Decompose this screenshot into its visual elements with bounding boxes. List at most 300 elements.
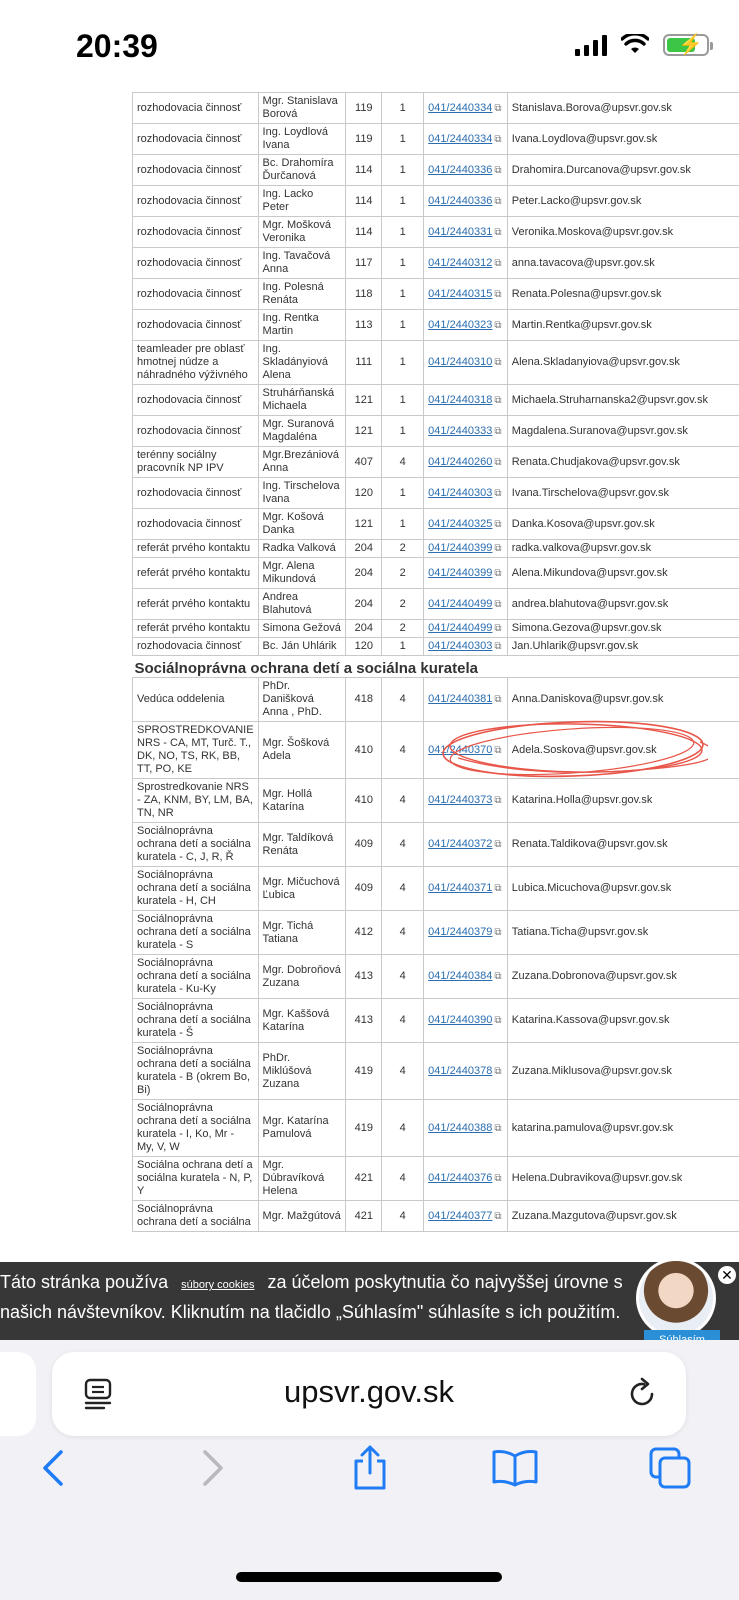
cell-role: referát prvého kontaktu [133,589,259,620]
cell-floor: 1 [382,186,424,217]
phone-link[interactable]: 041/2440312 [428,256,493,269]
table-row [133,509,739,540]
support-agent-avatar[interactable] [636,1258,716,1338]
phone-link[interactable]: 041/2440376 [428,1172,493,1184]
cell-floor: 1 [382,385,424,416]
cell-room: 409 [346,823,382,867]
cell-floor: 4 [382,867,424,911]
table-row [133,678,739,722]
cell-room: 119 [346,124,382,155]
cell-name: PhDr. Miklúšová Zuzana [258,1043,346,1100]
table-row [133,279,739,310]
cell-role: rozhodovacia činnosť [133,124,259,155]
cell-role: rozhodovacia činnosť [133,416,259,447]
close-icon[interactable]: ✕ [718,1266,736,1284]
external-link-icon: ⧉ [494,195,502,207]
cell-floor: 4 [382,722,424,779]
cell-phone[interactable] [424,478,508,509]
cell-phone[interactable] [424,447,508,478]
cell-phone[interactable] [424,310,508,341]
browser-toolbar [0,1438,739,1514]
cell-role: Sociálnoprávna ochrana detí a sociálna kuratela - B (okrem Bo, Bi) [133,1043,259,1100]
cell-room: 119 [346,93,382,124]
table-row [133,1043,739,1100]
external-link-icon: ⧉ [494,694,502,705]
cell-email: Lubica.Micuchova@upsvr.gov.sk [507,867,739,911]
cell-email: Anna.Daniskova@upsvr.gov.sk [507,678,739,722]
cell-phone[interactable] [424,722,508,779]
cell-room: 421 [346,1201,382,1232]
external-link-icon: ⧉ [494,1173,502,1184]
cell-role: terénny sociálny pracovník NP IPV [133,447,259,478]
phone-link[interactable]: 041/2440399 [428,566,493,579]
cell-name: Mgr. Suranová Magdaléna [258,416,346,447]
external-link-icon: ⧉ [494,133,502,145]
table-row [133,447,739,478]
phone-link[interactable]: 041/2440336 [428,194,493,207]
staff-table-body-section [133,678,739,1232]
cell-email: Zuzana.Dobronova@upsvr.gov.sk [507,955,739,999]
cell-floor: 2 [382,620,424,638]
cell-email: Martin.Rentka@upsvr.gov.sk [507,310,739,341]
tabs-icon [648,1446,692,1490]
cell-email: Alena.Skladanyiova@upsvr.gov.sk [507,341,739,385]
external-link-icon: ⧉ [494,567,502,579]
status-time: 20:39 [76,28,158,64]
cell-phone[interactable] [424,93,508,124]
cell-phone[interactable] [424,186,508,217]
cell-name: Mgr. Katarína Pamulová [258,1100,346,1157]
phone-link[interactable]: 041/2440325 [428,517,493,530]
external-link-icon: ⧉ [494,425,502,437]
share-icon [350,1445,390,1491]
cell-room: 111 [346,341,382,385]
share-button[interactable] [340,1438,400,1498]
cell-room: 121 [346,416,382,447]
cell-floor: 4 [382,823,424,867]
cell-room: 114 [346,217,382,248]
cell-room: 204 [346,589,382,620]
cell-floor: 1 [382,279,424,310]
table-row [133,638,739,656]
back-button[interactable] [24,1438,84,1498]
staff-table-body-top [133,93,739,656]
cell-email: anna.tavacova@upsvr.gov.sk [507,248,739,279]
cell-email: Drahomira.Durcanova@upsvr.gov.sk [507,155,739,186]
external-link-icon: ⧉ [494,319,502,331]
cell-phone[interactable] [424,509,508,540]
external-link-icon: ⧉ [494,164,502,176]
cell-room: 410 [346,779,382,823]
cell-floor: 1 [382,478,424,509]
cell-phone[interactable] [424,999,508,1043]
cookie-text-line1 [0,1272,708,1293]
external-link-icon: ⧉ [494,394,502,406]
bookmarks-icon [491,1448,539,1488]
cell-name: Mgr. Mošková Veronika [258,217,346,248]
cell-name: Ing. Tirschelova Ivana [258,478,346,509]
cell-email: Magdalena.Suranova@upsvr.gov.sk [507,416,739,447]
table-row [133,823,739,867]
table-row [133,186,739,217]
external-link-icon: ⧉ [494,1065,502,1077]
cell-floor: 1 [382,310,424,341]
cell-role: rozhodovacia činnosť [133,186,259,217]
phone-link[interactable]: 041/2440371 [428,882,493,894]
table-row [133,620,739,638]
cell-role: rozhodovacia činnosť [133,385,259,416]
cell-room: 114 [346,186,382,217]
cell-name: Mgr. Košová Danka [258,509,346,540]
cookie-banner [0,1262,739,1348]
cell-name: Mgr. Dobroňová Zuzana [258,955,346,999]
phone-link[interactable]: 041/2440318 [428,393,493,406]
cell-role: rozhodovacia činnosť [133,248,259,279]
external-link-icon: ⧉ [494,226,502,238]
cell-role: Sociálnoprávna ochrana detí a sociálna [133,1201,259,1232]
cell-email: katarina.pamulova@upsvr.gov.sk [507,1100,739,1157]
phone-link[interactable]: 041/2440303 [428,640,493,652]
cell-role: rozhodovacia činnosť [133,155,259,186]
phone-link[interactable]: 041/2440370 [428,743,493,756]
cell-name: Mgr. Hollá Katarína [258,779,346,823]
cell-phone[interactable] [424,1157,508,1201]
cell-name: Simona Gežová [258,620,346,638]
cell-role: Sociálnoprávna ochrana detí a sociálna kuratela - Ku-Ky [133,955,259,999]
cell-role: rozhodovacia činnosť [133,638,259,656]
phone-link[interactable]: 041/2440323 [428,318,493,331]
cell-email: Alena.Mikundova@upsvr.gov.sk [507,558,739,589]
phone-link[interactable]: 041/2440384 [428,970,493,982]
cell-email: andrea.blahutova@upsvr.gov.sk [507,589,739,620]
phone-link[interactable]: 041/2440499 [428,622,493,634]
cell-phone[interactable] [424,155,508,186]
previous-tab-card[interactable] [0,1352,36,1436]
cell-role: Sociálnoprávna ochrana detí a sociálna kuratela - S [133,911,259,955]
cell-phone[interactable] [424,638,508,656]
cell-floor: 4 [382,779,424,823]
cell-phone[interactable] [424,341,508,385]
cookies-link[interactable]: súbory cookies [181,1279,255,1291]
cell-floor: 4 [382,1100,424,1157]
cell-email: Renata.Chudjakova@upsvr.gov.sk [507,447,739,478]
cell-phone[interactable] [424,823,508,867]
cell-email: radka.valkova@upsvr.gov.sk [507,540,739,558]
cell-phone[interactable] [424,385,508,416]
external-link-icon: ⧉ [494,598,502,610]
cookie-text: Táto stránka používa [0,1272,169,1292]
external-link-icon: ⧉ [494,357,502,368]
phone-link[interactable]: 041/2440334 [428,101,493,114]
cell-floor: 1 [382,638,424,656]
cell-room: 204 [346,558,382,589]
phone-link[interactable]: 041/2440378 [428,1064,493,1077]
cell-name: Mgr. Šošková Adela [258,722,346,779]
table-row [133,911,739,955]
cell-phone[interactable] [424,589,508,620]
cell-room: 120 [346,638,382,656]
cell-role: Sociálna ochrana detí a sociálna kuratela - N, P, Y [133,1157,259,1201]
external-link-icon: ⧉ [494,1015,502,1026]
cell-phone[interactable] [424,558,508,589]
cell-floor: 2 [382,540,424,558]
external-link-icon: ⧉ [494,102,502,114]
cell-role: Sociálnoprávna ochrana detí a sociálna kuratela - H, CH [133,867,259,911]
cell-name: Bc. Ján Uhlárik [258,638,346,656]
table-row [133,1100,739,1157]
section-title: Sociálnoprávna ochrana detí a sociálna kuratela [134,660,478,677]
cell-floor: 1 [382,416,424,447]
cell-name: Ing. Lacko Peter [258,186,346,217]
cell-room: 118 [346,279,382,310]
cell-floor: 4 [382,911,424,955]
cell-floor: 1 [382,248,424,279]
cell-phone[interactable] [424,620,508,638]
cell-phone[interactable] [424,124,508,155]
cell-phone[interactable] [424,416,508,447]
table-row [133,558,739,589]
forward-icon [197,1448,227,1488]
phone-link[interactable]: 041/2440373 [428,794,493,806]
phone-link[interactable]: 041/2440399 [428,542,493,554]
cell-floor: 2 [382,558,424,589]
cell-role: rozhodovacia činnosť [133,478,259,509]
url-text[interactable]: upsvr.gov.sk [283,1374,454,1409]
cell-name: Mgr.Brezániová Anna [258,447,346,478]
cell-room: 113 [346,310,382,341]
cell-room: 204 [346,540,382,558]
cell-email: Ivana.Loydlova@upsvr.gov.sk [507,124,739,155]
cell-floor: 4 [382,447,424,478]
cell-floor: 4 [382,1157,424,1201]
cookie-text-cont: za účelom poskytnutia čo najvyššej úrovne s [267,1272,623,1292]
phone-link[interactable]: 041/2440260 [428,455,493,468]
external-link-icon: ⧉ [494,927,502,938]
table-row [133,779,739,823]
cell-email: Simona.Gezova@upsvr.gov.sk [507,620,739,638]
cell-role: referát prvého kontaktu [133,620,259,638]
cell-room: 418 [346,678,382,722]
status-bar [0,0,739,92]
forward-button[interactable] [182,1438,242,1498]
external-link-icon: ⧉ [494,518,502,530]
cell-name: Mgr. Mažgútová [258,1201,346,1232]
cell-role: teamleader pre oblasť hmotnej núdze a náhradného výživného [133,341,259,385]
cell-email: Helena.Dubravikova@upsvr.gov.sk [507,1157,739,1201]
cell-name: Ing. Rentka Martin [258,310,346,341]
cell-floor: 4 [382,1043,424,1100]
phone-link[interactable]: 041/2440310 [428,356,493,368]
cell-floor: 1 [382,93,424,124]
cell-phone[interactable] [424,678,508,722]
external-link-icon: ⧉ [494,288,502,300]
cell-room: 204 [346,620,382,638]
cell-role: rozhodovacia činnosť [133,217,259,248]
battery-icon: ⚡ [663,34,709,56]
cell-email: Danka.Kosova@upsvr.gov.sk [507,509,739,540]
cell-phone[interactable] [424,1201,508,1232]
cell-email: Ivana.Tirschelova@upsvr.gov.sk [507,478,739,509]
table-row [133,955,739,999]
cell-floor: 4 [382,678,424,722]
address-bar[interactable] [52,1352,686,1436]
phone-link[interactable]: 041/2440388 [428,1121,493,1134]
bookmarks-button[interactable] [485,1438,545,1498]
reload-icon[interactable] [624,1376,660,1412]
cell-phone[interactable] [424,1100,508,1157]
cell-room: 120 [346,478,382,509]
external-link-icon: ⧉ [494,883,502,894]
table-row [133,478,739,509]
phone-link[interactable]: 041/2440499 [428,597,493,610]
table-row [133,540,739,558]
cell-role: rozhodovacia činnosť [133,93,259,124]
cookie-text-line2: našich návštevníkov. Kliknutím na tlačidlo „Súhlasím" súhlasíte s ich použitím. [0,1302,621,1322]
phone-link[interactable]: 041/2440333 [428,424,493,437]
external-link-icon: ⧉ [494,1210,502,1222]
cell-name: Ing. Polesná Renáta [258,279,346,310]
browser-bottom-chrome [0,1340,739,1600]
cell-name: Mgr. Alena Mikundová [258,558,346,589]
cell-phone[interactable] [424,911,508,955]
phone-link[interactable]: 041/2440377 [428,1209,493,1222]
external-link-icon: ⧉ [494,795,502,806]
cell-role: Sociálnoprávna ochrana detí a sociálna kuratela - I, Ko, Mr - My, V, W [133,1100,259,1157]
cell-email: Jan.Uhlarik@upsvr.gov.sk [507,638,739,656]
cellular-signal-icon [575,34,607,56]
cell-email: Peter.Lacko@upsvr.gov.sk [507,186,739,217]
cell-phone[interactable] [424,867,508,911]
cell-name: Ing. Skladányiová Alena [258,341,346,385]
phone-link[interactable]: 041/2440334 [428,132,493,145]
cell-name: Mgr. Mičuchová Ľubica [258,867,346,911]
cell-room: 410 [346,722,382,779]
table-row [133,416,739,447]
cell-phone[interactable] [424,1043,508,1100]
external-link-icon: ⧉ [494,487,502,499]
cell-email: Renata.Taldikova@upsvr.gov.sk [507,823,739,867]
cell-role: referát prvého kontaktu [133,540,259,558]
external-link-icon: ⧉ [494,641,502,652]
cell-email: Katarina.Kassova@upsvr.gov.sk [507,999,739,1043]
cell-room: 117 [346,248,382,279]
home-indicator [236,1572,502,1582]
table-row [133,248,739,279]
external-link-icon: ⧉ [494,744,502,756]
cell-role: rozhodovacia činnosť [133,509,259,540]
cell-name: Mgr. Dúbravíková Helena [258,1157,346,1201]
cell-role: Sociálnoprávna ochrana detí a sociálna kuratela - Š [133,999,259,1043]
cell-phone[interactable] [424,217,508,248]
table-row [133,589,739,620]
cell-name: Andrea Blahutová [258,589,346,620]
cell-email: Tatiana.Ticha@upsvr.gov.sk [507,911,739,955]
table-row [133,1201,739,1232]
table-row [133,93,739,124]
table-row [133,155,739,186]
cell-email: Zuzana.Miklusova@upsvr.gov.sk [507,1043,739,1100]
cell-room: 419 [346,1100,382,1157]
cell-phone[interactable] [424,540,508,558]
staff-contact-table [132,92,739,1232]
cell-name: Mgr. Stanislava Borová [258,93,346,124]
phone-link[interactable]: 041/2440381 [428,693,493,705]
cell-email: Veronika.Moskova@upsvr.gov.sk [507,217,739,248]
cell-floor: 1 [382,509,424,540]
table-row [133,867,739,911]
web-page-content [0,92,739,1288]
cell-email: Stanislava.Borova@upsvr.gov.sk [507,93,739,124]
cell-room: 114 [346,155,382,186]
cell-room: 421 [346,1157,382,1201]
cell-phone[interactable] [424,779,508,823]
cell-room: 409 [346,867,382,911]
external-link-icon: ⧉ [494,623,502,634]
cell-floor: 2 [382,589,424,620]
cell-role: Vedúca oddelenia [133,678,259,722]
external-link-icon: ⧉ [494,543,502,554]
cell-role: Sprostredkovanie NRS - ZA, KNM, BY, LM, BA, TN, NR [133,779,259,823]
cell-name: Mgr. Taldíková Renáta [258,823,346,867]
cell-phone[interactable] [424,955,508,999]
phone-link[interactable]: 041/2440390 [428,1014,493,1026]
cell-phone[interactable] [424,248,508,279]
table-row [133,1157,739,1201]
cell-name: Radka Valková [258,540,346,558]
external-link-icon: ⧉ [494,257,502,269]
cell-name: Struhárňanská Michaela [258,385,346,416]
external-link-icon: ⧉ [494,971,502,982]
cell-room: 413 [346,999,382,1043]
external-link-icon: ⧉ [494,456,502,468]
phone-link[interactable]: 041/2440379 [428,926,493,938]
cell-role: referát prvého kontaktu [133,558,259,589]
status-icons [575,34,709,56]
table-row [133,385,739,416]
cell-floor: 4 [382,999,424,1043]
tabs-button[interactable] [640,1438,700,1498]
cell-floor: 4 [382,955,424,999]
cell-room: 412 [346,911,382,955]
external-link-icon: ⧉ [494,839,502,850]
section-header-row [133,656,739,678]
cell-room: 121 [346,385,382,416]
phone-link[interactable]: 041/2440315 [428,287,493,300]
cell-email: Renata.Polesna@upsvr.gov.sk [507,279,739,310]
cell-room: 413 [346,955,382,999]
external-link-icon: ⧉ [494,1122,502,1134]
phone-link[interactable]: 041/2440331 [428,225,493,238]
cell-role: Sociálnoprávna ochrana detí a sociálna kuratela - C, J, R, Ř [133,823,259,867]
phone-link[interactable]: 041/2440303 [428,486,493,499]
cell-room: 419 [346,1043,382,1100]
table-row [133,310,739,341]
cell-room: 121 [346,509,382,540]
table-row [133,124,739,155]
table-row [133,217,739,248]
cell-name: Bc. Drahomíra Ďurčanová [258,155,346,186]
phone-link[interactable]: 041/2440372 [428,838,493,850]
back-icon [39,1448,69,1488]
phone-link[interactable]: 041/2440336 [428,163,493,176]
cell-phone[interactable] [424,279,508,310]
cell-room: 407 [346,447,382,478]
cell-name: PhDr. Danišková Anna , PhD. [258,678,346,722]
cell-name: Ing. Loydlová Ivana [258,124,346,155]
table-row [133,341,739,385]
wifi-icon [621,34,649,56]
cell-email: Adela.Soskova@upsvr.gov.sk [507,722,739,779]
